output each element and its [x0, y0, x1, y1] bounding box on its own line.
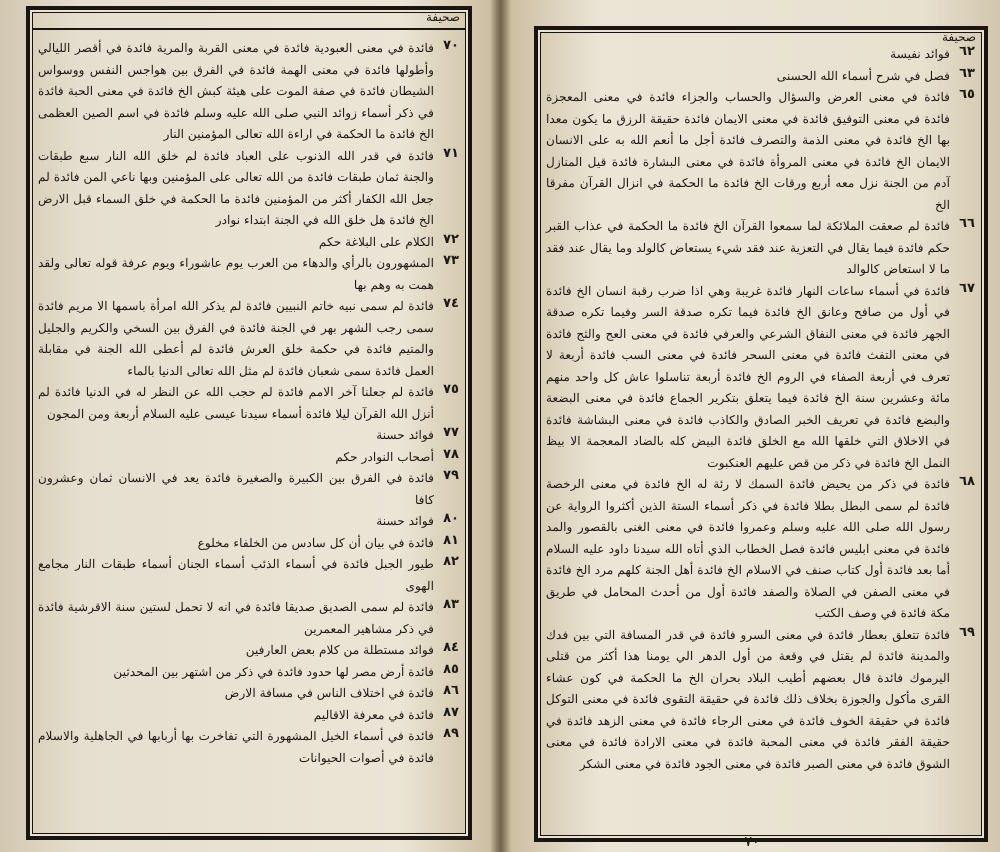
toc-entry-text: فائدة في معنى العبودية فائدة في معنى القربة والمرية فائدة في أقصر الليالي وأطولها فائدة في معنى الهمة فائدة في الفرق بين هواجس النفس ووسواس الشيطان فائدة في صفة الموت على هيئة كبش الخ فائدة في معنى الحبة فائدة في ذكر أسماء زوائد النبي صلى الله عليه وسلم فائدة في اسم الصين العظمى الخ فائدة ما الحكمة في اراءة الله تعالى المؤمنين النار — [38, 41, 435, 141]
toc-entry — [34, 296, 464, 382]
left-page-frame — [26, 6, 472, 840]
toc-page-number: ٨٤ — [443, 640, 459, 655]
toc-entry-text: فائدة لم سمى الصديق صديقا فائدة في انه لا تحمل لستين سنة الاقرشية فائدة في ذكر مشاهير المعمرين — [38, 600, 434, 636]
toc-entry-text: فوائد حسنة — [376, 514, 434, 528]
toc-entry — [34, 511, 464, 533]
toc-page-number: ٨٦ — [443, 683, 459, 698]
toc-entry — [34, 705, 464, 727]
toc-page-number: ٨١ — [443, 532, 459, 548]
toc-entry — [542, 625, 980, 776]
toc-page-number: ٨٧ — [443, 704, 459, 720]
toc-entry-text: فائدة لم جعلنا آخر الامم فائدة لم حجب الله عن النظر له في الدنيا فائدة لم أنزل الله القرآن ليلا فائدة أسماء سيدنا عيسى عليه السلام أربعة ومن المجون — [38, 385, 434, 421]
toc-entry-text: فائدة تتعلق بعطار فائدة في معنى السرو فائدة في قدر المسافة التي بين فدك والمدينة فائدة لم يقتل في وقعة من أول الدهر الي يومنا هذا أكثر من قتلى اليرموك فائدة قال بعضهم أطيب البلاد بحران الخ ما الحكمة في كون عشاء القرى مأكول والجوزة بخلاف ذلك فائدة في حقيقة التقوى فائدة في معنى التوكل فائدة في حقيقة الخوف فائدة في معنى الرجاء فائدة في معنى الزهد فائدة في حقيقة الفقر فائدة في معنى المحبة فائدة في معنى الارادة فائدة في معنى الشوق فائدة في معنى الصبر فائدة في معنى الجود فائدة في معنى الشكر — [546, 627, 950, 771]
toc-entry — [34, 425, 464, 447]
toc-page-number: ٨٣ — [443, 597, 459, 612]
toc-page-number: ٧٥ — [443, 382, 459, 397]
toc-page-number: ٦٦ — [959, 216, 975, 231]
toc-page-number: ٧٨ — [443, 446, 459, 462]
toc-entry-text: أصحاب النوادر حكم — [335, 449, 434, 464]
toc-entry — [34, 38, 464, 146]
right-toc-list — [542, 44, 980, 775]
toc-entry-text: طيور الجبل فائدة في أسماء الذئب أسماء الجنان أسماء طبقات النار مجامع الهوى — [38, 557, 434, 593]
toc-entry-text: فوائد حسنة — [376, 428, 434, 442]
toc-entry — [542, 44, 980, 66]
toc-entry-text: فائدة أرض مصر لها حدود فائدة في ذكر من اشتهر بين المحدثين — [113, 664, 434, 679]
toc-entry — [542, 474, 980, 625]
book-spine — [490, 0, 512, 852]
toc-page-number: ٧١ — [443, 145, 459, 161]
toc-entry-text: المشهورون بالرأي والدهاء من العرب يوم عاشوراء ويوم عرفة قوله تعالى ولقد همت به وهم بها — [38, 256, 434, 292]
toc-entry — [34, 447, 464, 469]
toc-entry — [34, 382, 464, 425]
left-page-header: صحيفة — [425, 10, 460, 24]
toc-entry — [34, 640, 464, 662]
toc-page-number: ٧٣ — [443, 253, 459, 268]
page-number: ٧٠ — [744, 834, 760, 850]
toc-page-number: ٧٢ — [443, 231, 459, 247]
toc-entry-text: فائدة في أسماء الخيل المشهورة التي تفاخرت بها أربابها في الجاهلية والاسلام فائدة في أصوات الحيوانات — [38, 729, 434, 765]
toc-page-number: ٦٣ — [959, 65, 975, 81]
toc-entry — [542, 87, 980, 216]
toc-entry-text: فائدة في ذكر من يحيض فائدة السمك لا رئة له الخ فائدة في معنى الرخصة فائدة لم سمى البطل بطلا فائدة في ذكر أسماء الستة الذين أكثروا الرواية عن رسول الله صلى الله عليه وسلم وعمروا فائدة في معنى الغنى بالقصور والمد فائدة في معنى ابليس فائدة فصل الخطاب الذي أتاه الله سيدنا داود عليه السلام أما بعد فائدة أول كتاب صنف في الاسلام الخ فائدة أهل الجنة كلهم مرد الخ فائدة في معنى الصفن في الصلاة والصفد فائدة أول من أحدث المحامل في طريق مكة فائدة في وصف الكتب — [546, 477, 950, 620]
left-header-rule — [32, 28, 466, 30]
toc-entry-text: فائدة لم صعقت الملائكة لما سمعوا القرآن الخ فائدة ما الحكمة في عذاب القبر حكم فائدة فيما يقال في التعزية عند فقد شيء يستعاض كالولد وما يقال عند فقد ما لا استعاض كالوالد — [546, 219, 950, 276]
toc-page-number: ٧٤ — [443, 296, 459, 311]
toc-page-number: ٨٠ — [443, 511, 459, 526]
toc-entry — [34, 146, 464, 232]
toc-page-number: ٨٩ — [443, 726, 459, 741]
toc-page-number: ٦٥ — [959, 87, 975, 102]
toc-entry — [34, 662, 464, 684]
toc-entry-text: فوائد نفيسة — [890, 47, 950, 61]
toc-entry-text: فائدة في أسماء ساعات النهار فائدة غريبة وهي اذا ضرب رقبة انسان الخ فائدة في أول من صافح وعانق الخ فائدة فيما تكره صدقة السر وفيما تكره صدقة الجهر فائدة في معنى النفاق الشرعي والعرفي فائدة في معنى العج والثج فائدة في معنى التفث فائدة في معنى السحر فائدة في معنى السب فائدة أربعة لا تعرف في أربعة الصفاء في الروم الخ فائدة أربعة تناسلوا عاش كل واحد منهم مائة وعشرين سنة الخ فائدة فيما يتعلق بتكرير الجماع فائدة في معنى البضعة والبضع فائدة في تعريف الخبر الصادق والكاذب فائدة في معنى البشاشة فائدة في الاخلاق التي خلقها الله مع الخلق فائدة البيض كله بالضاد المعجمة الا بيظ النمل الخ فائدة في ذكر من قص عليهم العنكبوت — [546, 283, 950, 470]
toc-entry-text: فائدة في معنى العرض والسؤال والحساب والجزاء فائدة في معنى المعجزة فائدة في معنى التوفيق فائدة في معنى الايمان فائدة حقيقة الرزق ما يكون معدا بها الخ فائدة في معنى الذمة والتصرف فائدة أجل ما أنعم الله به على الانسان الايمان الخ فائدة في معنى المروأة فائدة في معنى البشارة فائدة قيل المنازل آدم من الجنة نزل معه أربع ورقات الخ فائدة ما الحكمة في انزال القرآن مفرقا الخ — [546, 90, 950, 212]
toc-page-number: ٨٢ — [443, 554, 459, 569]
right-page-frame — [534, 26, 988, 842]
toc-page-number: ٦٢ — [959, 44, 975, 59]
toc-page-number: ٧٠ — [443, 38, 459, 53]
toc-page-number: ٦٨ — [959, 474, 975, 489]
toc-page-number: ٨٥ — [443, 661, 459, 677]
right-page-header: صحيفة — [941, 30, 976, 44]
toc-entry — [34, 683, 464, 705]
toc-entry — [34, 253, 464, 296]
toc-entry-text: فائدة في قدر الله الذنوب على العباد فائدة لم خلق الله النار سبع طبقات والجنة ثمان طبقات فائدة من الله تعالى على المؤمنين وبها ناعي المن فائدة لم جعل الله الكفار أكثر من المؤمنين فائدة ما الحكمة في خلق السماء قبل الارض الخ فائدة هل خلق الله في الجنة ابتداء نوادر — [38, 148, 434, 227]
toc-entry — [34, 232, 464, 254]
toc-entry — [542, 281, 980, 475]
toc-entry — [542, 66, 980, 88]
toc-entry — [34, 597, 464, 640]
toc-entry-text: فصل في شرح أسماء الله الحسنى — [776, 68, 950, 83]
toc-page-number: ٧٩ — [443, 468, 459, 483]
toc-entry-text: الكلام على البلاغة حكم — [318, 234, 434, 249]
toc-page-number: ٧٧ — [443, 425, 459, 440]
toc-entry-text: فائدة في بيان أن كل سادس من الخلفاء مخلوع — [197, 535, 434, 550]
toc-entry-text: فائدة في اختلاف الناس في مسافة الارض — [224, 686, 434, 700]
toc-entry — [34, 554, 464, 597]
left-page — [0, 0, 496, 852]
toc-page-number: ٦٧ — [959, 280, 975, 296]
toc-entry — [34, 726, 464, 769]
toc-entry — [542, 216, 980, 281]
toc-entry-text: فوائد مستطلة من كلام بعض العارفين — [245, 643, 434, 657]
toc-entry — [34, 468, 464, 511]
toc-entry-text: فائدة لم سمى نبيه خاتم النبيين فائدة لم يذكر الله امرأة باسمها الا مريم فائدة سمى رجب الشهر بهر في الجنة فائدة في الفرق بين السخي والكريم والجليل والمتيم فائدة في حكمة خلق العرش فائدة لم أعطى الله الجنة في مقابلة العمل فائدة سمى شعبان فائدة لم مثل الله تعالى الدنيا بالماء — [38, 299, 434, 378]
left-toc-list — [34, 38, 464, 769]
toc-page-number: ٦٩ — [959, 624, 975, 640]
toc-entry-text: فائدة في معرفة الاقاليم — [313, 707, 434, 722]
right-page — [504, 0, 1000, 852]
toc-entry-text: فائدة في الفرق بين الكبيرة والصغيرة فائدة يعد في الانسان ثمان وعشرون كافا — [38, 471, 434, 507]
toc-entry — [34, 533, 464, 555]
